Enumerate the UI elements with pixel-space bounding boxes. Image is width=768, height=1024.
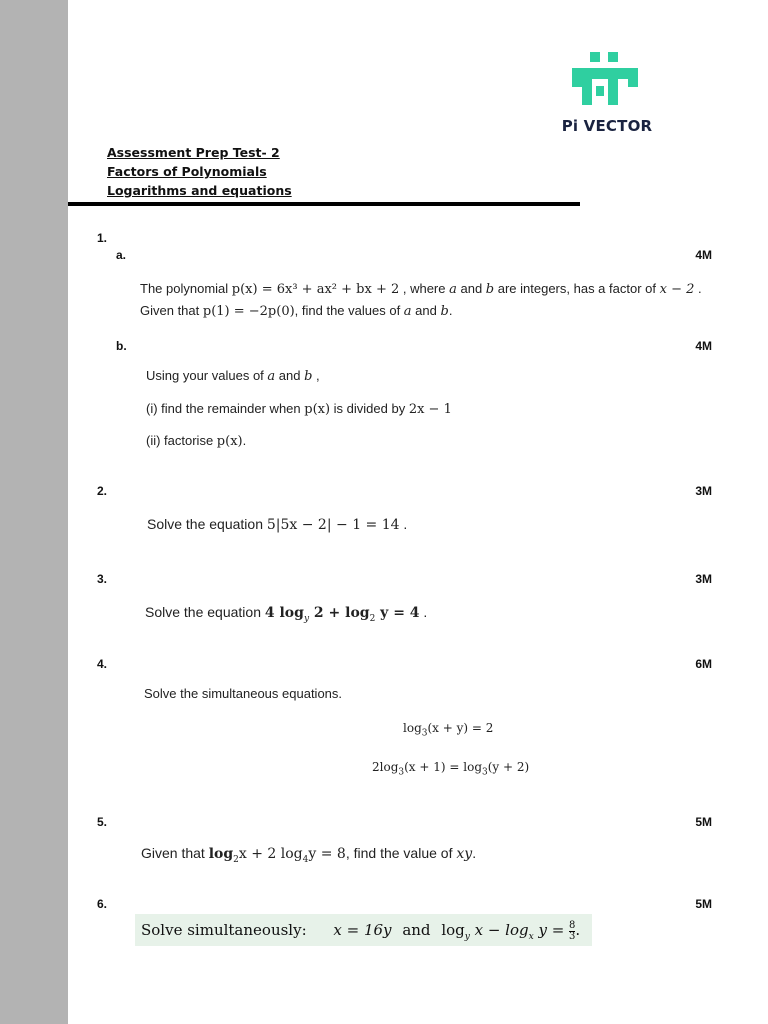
q2-text	[147, 516, 407, 533]
q1b-text: and	[275, 368, 305, 383]
q5-equation: log	[208, 846, 234, 862]
q6-highlight-box	[135, 914, 592, 946]
q3-equation: y = 4	[375, 605, 420, 621]
q1a-text: The polynomial	[140, 281, 232, 296]
q1b-text: (i) find the remainder when	[146, 401, 305, 416]
q1a-text: .	[448, 303, 453, 318]
q1b-text: .	[242, 433, 247, 448]
q1a-text: , where	[399, 281, 450, 296]
q5-prompt: Given that	[141, 845, 209, 861]
q1a-polynomial: p(x) = 6x³ + ax² + bx + 2	[231, 282, 400, 297]
q4-eq-text: (y + 2)	[487, 760, 530, 774]
q4-marks: 6M	[695, 657, 712, 671]
q4-eq-text: (x + 1) = log	[404, 760, 483, 774]
q2-end: .	[399, 516, 408, 532]
q1a-marks: 4M	[695, 248, 712, 262]
q5-xy: xy	[456, 846, 473, 862]
q6-equation-1: x = 16y	[333, 921, 392, 939]
q1a-text: Given that	[140, 303, 203, 318]
q6-numerator: 8	[569, 919, 576, 931]
q1a-text: and	[456, 281, 486, 296]
left-margin-bar	[0, 0, 68, 1024]
q6-log: log	[441, 921, 465, 939]
q1a-var-b: b	[440, 304, 449, 319]
q1a-text: are integers, has a factor of	[494, 281, 660, 296]
header-divider	[68, 202, 580, 206]
q4-number: 4.	[97, 657, 108, 671]
q4-eq-text: 2log	[372, 760, 399, 774]
q1b-polynomial: p(x)	[216, 434, 243, 449]
q3-base: y	[303, 613, 310, 624]
q2-equation: 5|5x − 2| − 1 = 14	[266, 517, 400, 533]
q2-prompt: Solve the equation	[147, 516, 267, 532]
q1a-var-a: a	[403, 304, 412, 319]
q1a-factor: x − 2	[659, 282, 695, 297]
q5-equation: x + 2 log	[238, 846, 303, 862]
q6-eq-text: y =	[533, 921, 570, 939]
q6-number: 6.	[97, 897, 108, 911]
q1a-text: .	[694, 281, 702, 296]
q1a-line-1	[140, 281, 702, 297]
q6-and: and	[402, 921, 431, 939]
q1-number: 1.	[97, 231, 108, 245]
q3-text	[145, 604, 427, 624]
q4-eq-text: log	[403, 721, 422, 735]
q1b-line-2	[146, 401, 452, 417]
q5-equation: y = 8	[308, 846, 346, 862]
q5-base: 2	[233, 854, 239, 865]
q4-prompt: Solve the simultaneous equations.	[144, 686, 343, 701]
q6-equation-2	[441, 919, 581, 942]
q3-end: .	[419, 604, 428, 620]
q1a-var-b: b	[485, 282, 495, 297]
q1b-line-1	[146, 368, 320, 384]
q1a-line-2	[140, 303, 452, 319]
q1a-label: a.	[116, 248, 127, 262]
header-line-3: Logarithms and equations	[107, 183, 292, 198]
q4-equation-2	[372, 760, 529, 777]
q5-end: .	[472, 845, 477, 861]
q2-marks: 3M	[695, 484, 712, 498]
q1b-text: (ii) factorise	[146, 433, 217, 448]
header-line-2: Factors of Polynomials	[107, 164, 267, 179]
q5-marks: 5M	[695, 815, 712, 829]
logo-text: Pi VECTOR	[561, 117, 653, 135]
q3-base: 2	[369, 613, 376, 624]
q1a-var-a: a	[449, 282, 457, 297]
q6-end: .	[575, 921, 581, 939]
q1a-condition: p(1) = −2p(0)	[202, 304, 295, 319]
header-line-1: Assessment Prep Test- 2	[107, 145, 280, 160]
document-header	[107, 143, 292, 200]
q1b-polynomial: p(x)	[304, 402, 331, 417]
q1b-var-b: b	[304, 369, 313, 384]
q2-number: 2.	[97, 484, 108, 498]
q6-eq-text: x − log	[469, 921, 529, 939]
q1b-divisor: 2x − 1	[408, 402, 452, 417]
q1b-label: b.	[116, 339, 127, 353]
q1b-text: ,	[312, 368, 320, 383]
q5-number: 5.	[97, 815, 108, 829]
q4-eq-text: (x + y) = 2	[427, 721, 494, 735]
q3-equation: 2 + log	[309, 605, 370, 621]
pi-vector-logo	[560, 50, 654, 140]
q5-prompt: , find the value of	[345, 845, 457, 861]
q4-base: 3	[482, 767, 488, 778]
q1b-text: Using your values of	[146, 368, 268, 383]
q3-prompt: Solve the equation	[145, 604, 265, 620]
q6-base: x	[528, 932, 534, 942]
q6-base: y	[464, 932, 470, 942]
q3-number: 3.	[97, 572, 108, 586]
q6-denominator: 3	[569, 930, 576, 942]
q5-text	[141, 845, 476, 865]
q6-label: Solve simultaneously:	[141, 921, 307, 939]
q3-marks: 3M	[695, 572, 712, 586]
q1b-line-3	[146, 433, 246, 449]
q1a-text: , find the values of	[294, 303, 404, 318]
q3-equation: 4 log	[264, 605, 304, 621]
q6-marks: 5M	[695, 897, 712, 911]
logo-figures-icon	[560, 50, 654, 112]
q1b-text: is divided by	[330, 401, 409, 416]
q1a-text: and	[411, 303, 441, 318]
q5-base: 4	[302, 854, 309, 865]
q1b-var-a: a	[267, 369, 276, 384]
q4-base: 3	[421, 728, 428, 739]
q4-equation-1	[403, 721, 493, 738]
q1b-marks: 4M	[695, 339, 712, 353]
q4-base: 3	[398, 767, 405, 778]
